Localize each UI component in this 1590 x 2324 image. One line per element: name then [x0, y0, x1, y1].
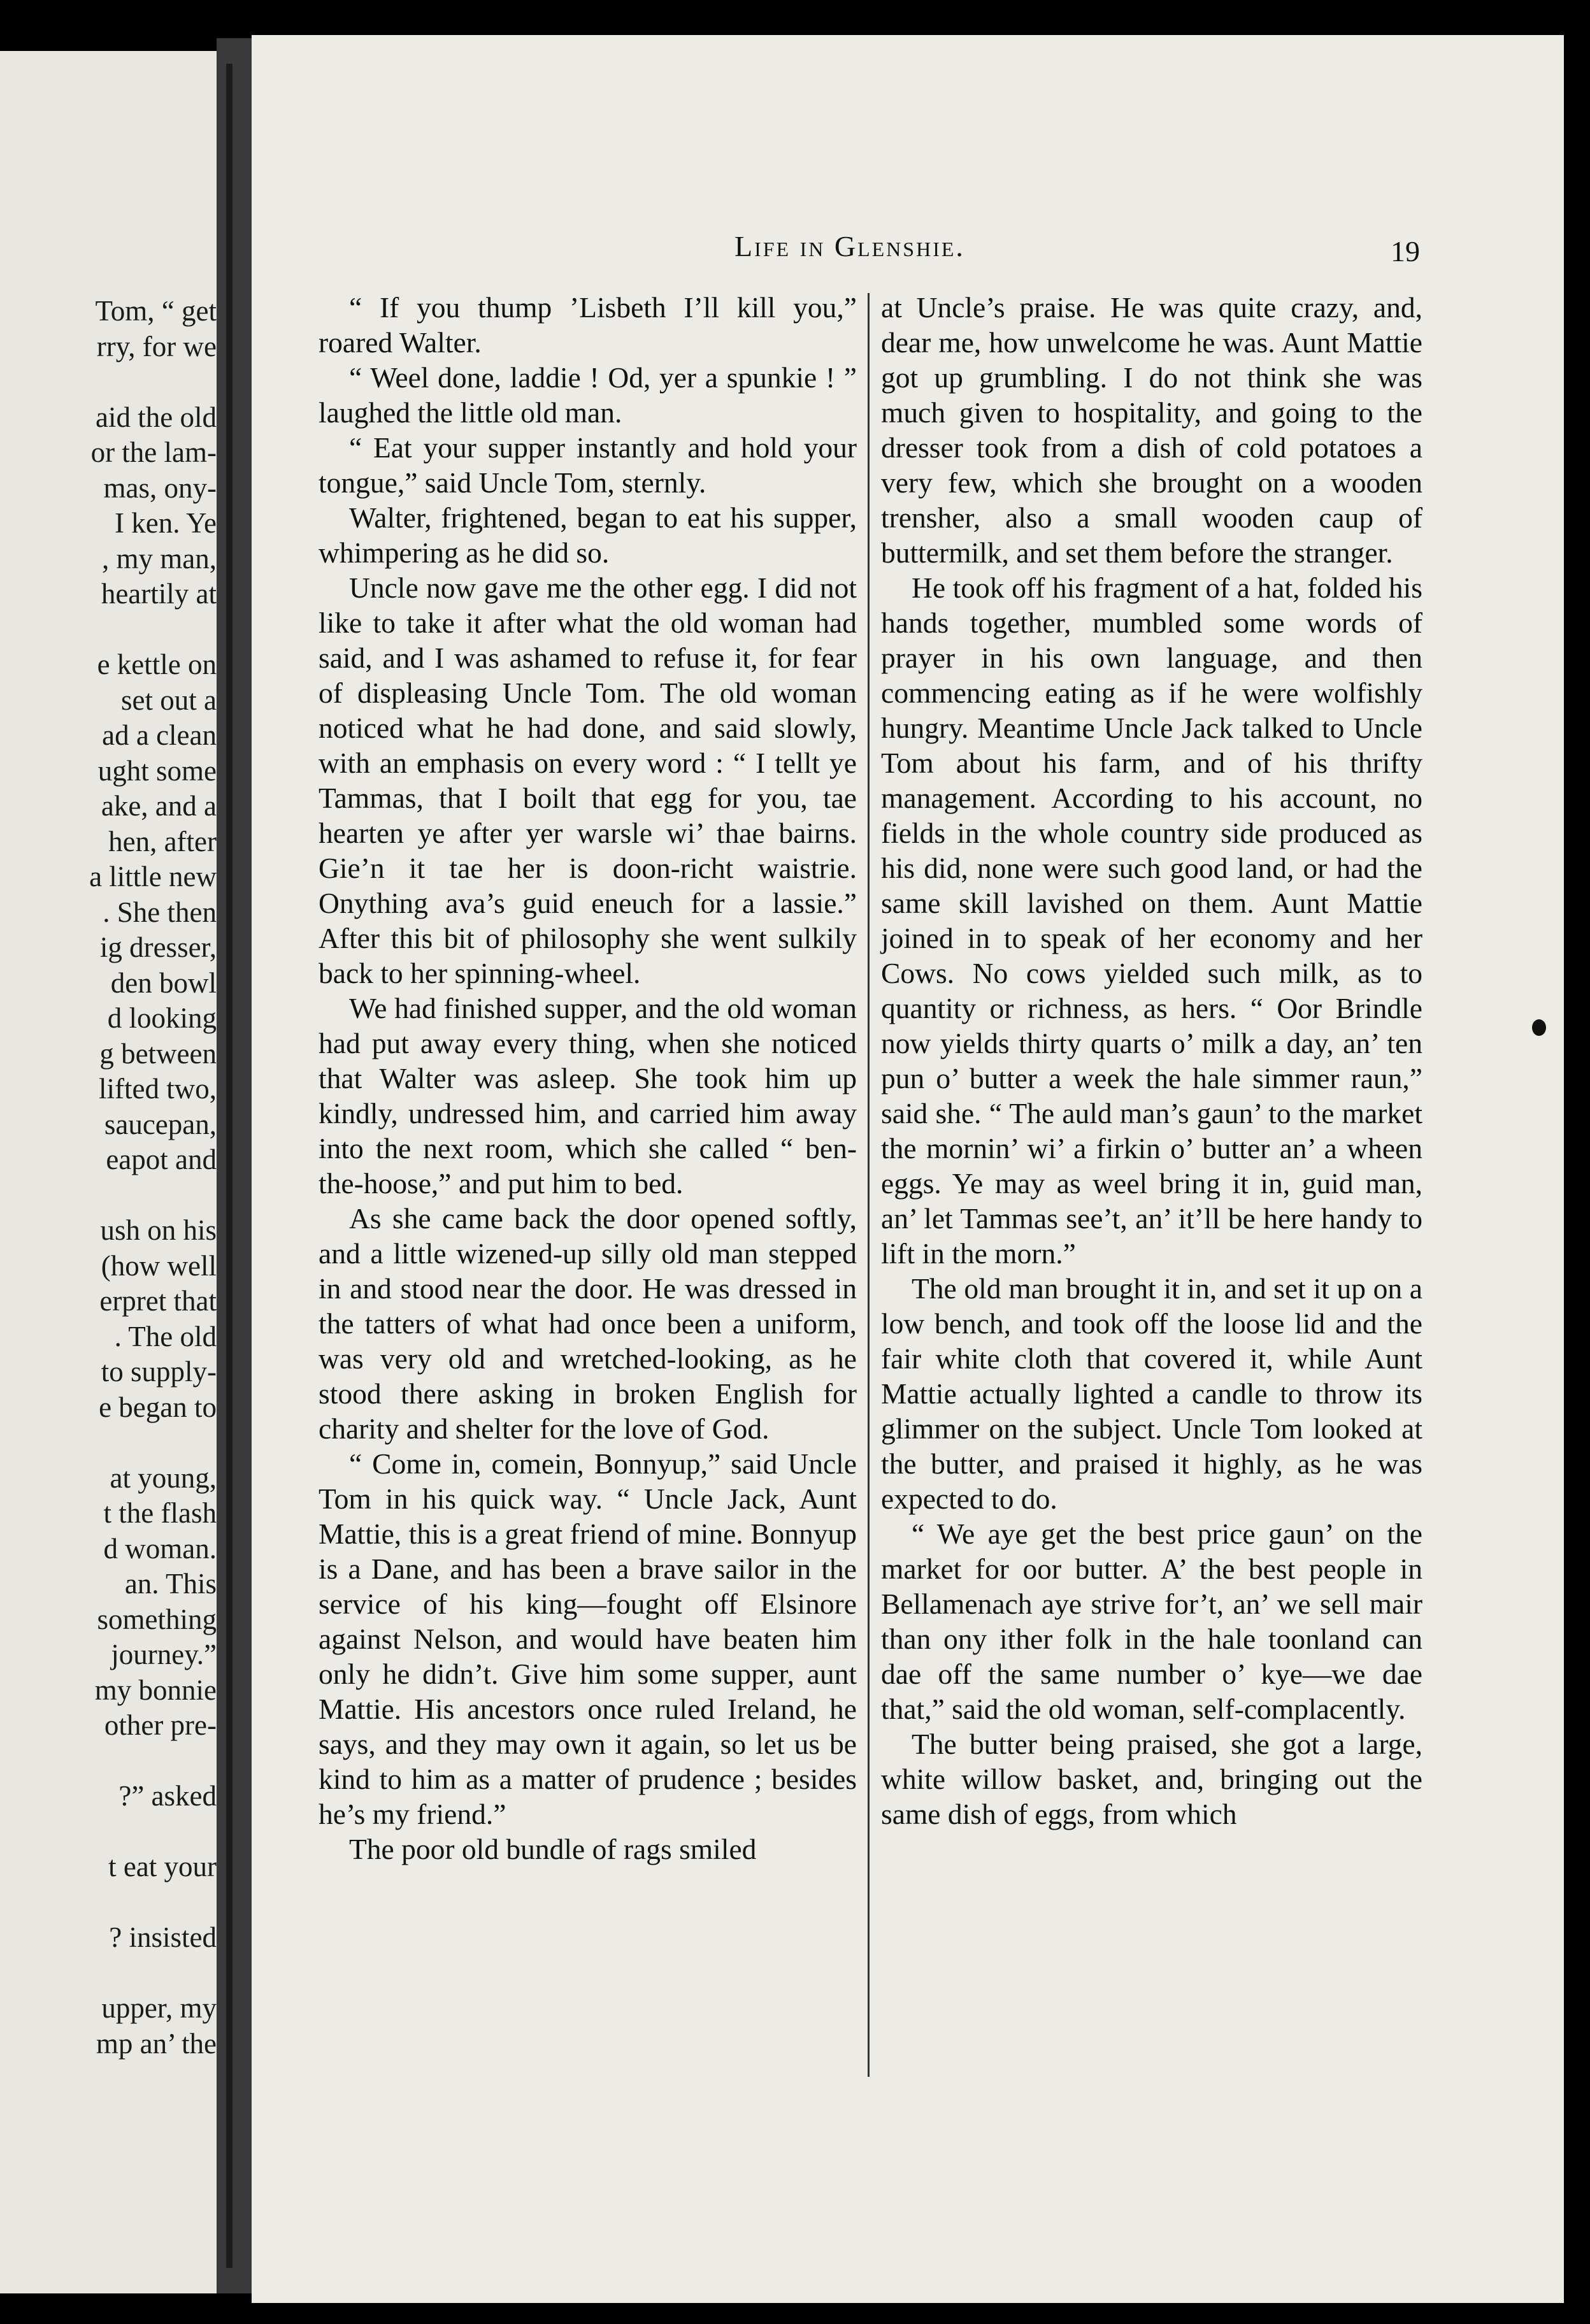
text-column-right: [881, 290, 1422, 1832]
facing-page-line: set out a: [121, 684, 217, 716]
running-header: Life in Glenshie.: [734, 230, 965, 262]
facing-page-line: den bowl: [110, 966, 217, 999]
facing-page-line: something: [97, 1603, 217, 1635]
facing-page-line: or the lam-: [90, 436, 217, 468]
facing-page-line: ?” asked: [118, 1780, 217, 1812]
facing-page-line: mas, ony-: [103, 471, 217, 504]
facing-page-fragment: [0, 51, 217, 2293]
facing-page-line: e kettle on: [97, 649, 217, 680]
facing-page-line: ad a clean: [102, 719, 217, 751]
facing-page-line: aid the old: [96, 401, 217, 433]
page-number: 19: [1391, 235, 1420, 268]
facing-page-line: saucepan,: [104, 1108, 217, 1140]
facing-page-line: I ken. Ye: [114, 507, 217, 539]
facing-page-line: erpret that: [99, 1285, 217, 1317]
paragraph: He took off his fragment of a hat, folded his hands together, mumbled some words of prayer in his own language, and then commencing eating as if he were wolfishly hungry. Meantime Uncle Jack talked to Uncle Tom about his farm, and of his thrifty management. According to his account, no fields in the whole country side produced as his did, none were such good land, or had the same skill lavished on them. Aunt Mattie joined in to speak of her economy and her Cows. No cows yielded such milk, as to quantity or richness, as hers. “ Oor Brindle now yields thirty quarts o’ milk a day, an’ ten pun o’ butter a week the hale simmer raun,” said she. “ The auld man’s gaun’ to the market the mornin’ wi’ a firkin o’ butter an’ a wheen eggs. Ye may as weel bring it in, guid man, an’ let Tammas see’t, an’ it’ll be here handy to lift in the morn.”: [881, 571, 1422, 1270]
paragraph: We had finished supper, and the old woman had put away every thing, when she noticed that Walter was asleep. She took him up kindly, undressed him, and carried him away into the next room, which she called “ ben-the-hoose,” and put him to bed.: [319, 992, 857, 1200]
paragraph: Uncle now gave me the other egg. I did not like to take it after what the old woman had said, and I was ashamed to refuse it, for fear of displeasing Uncle Tom. The old woman noticed what he had done, and said slowly, with an emphasis on every word : “ I tellt ye Tammas, that I boilt that egg for you, tae hearten ye after yer warsle wi’ thae bairns. Gie’n it tae her is doon-richt waistrie. Onything ava’s guid eneuch for a lassie.” After this bit of philosophy she went sulkily back to her spinning-wheel.: [319, 571, 857, 989]
facing-page-line: . She then: [103, 896, 217, 928]
paragraph: The butter being praised, she got a large, white willow basket, and, bringing out the same dish of eggs, from which: [881, 1728, 1422, 1830]
facing-page-line: heartily at: [101, 578, 217, 610]
facing-page-line: ake, and a: [101, 790, 217, 822]
facing-page-line: lifted two,: [99, 1073, 217, 1105]
paragraph: “ Eat your supper instantly and hold your tongue,” said Uncle Tom, sternly.: [319, 431, 857, 499]
facing-page-line: to supply-: [101, 1356, 217, 1388]
facing-page-line: my bonnie: [94, 1674, 217, 1706]
facing-page-line: mp an’ the: [96, 2027, 217, 2060]
paragraph: “ If you thump ’Lisbeth I’ll kill you,” roared Walter.: [319, 291, 857, 359]
facing-page-line: an. This: [124, 1568, 217, 1600]
paragraph: at Uncle’s praise. He was quite crazy, and, dear me, how unwelcome he was. Aunt Mattie got up grumbling. I do not think she was much given to hospitality, and going to the dresser took from a dish of cold potatoes a very few, which she brought on a wooden trensher, also a small wooden caup of buttermilk, and set them before the stranger.: [881, 291, 1422, 569]
paragraph: “ Weel done, laddie ! Od, yer a spunkie ! ” laughed the little old man.: [319, 361, 857, 429]
gutter-shadow: [226, 64, 233, 2268]
facing-page-line: rry, for we: [96, 330, 217, 362]
facing-page-line: d woman.: [103, 1532, 217, 1565]
paragraph: The poor old bundle of rags smiled: [349, 1833, 757, 1865]
facing-page-line: d looking: [107, 1002, 217, 1034]
paragraph: “ Come in, comein, Bonnyup,” said Uncle Tom in his quick way. “ Uncle Jack, Aunt Mattie, this is a great friend of mine. Bonnyup is a Dane, and has been a brave sailor in the service of his king—fought off Elsinore against Nelson, and would have beaten him only he didn’t. Give him some supper, aunt Mattie. His ancestors once ruled Ireland, he says, and they may own it again, so let us be kind to him as a matter of prudence ; besides he’s my friend.”: [319, 1447, 857, 1830]
facing-page-line: journey.”: [111, 1639, 217, 1670]
facing-page-line: t eat your: [108, 1851, 217, 1883]
paragraph: Walter, frightened, began to eat his supper, whimpering as he did so.: [319, 501, 857, 569]
facing-page-line: g between: [99, 1037, 217, 1070]
paragraph: As she came back the door opened softly, and a little wizened-up silly old man stepped in and stood near the door. He was dressed in the tatters of what had once been a uniform, was very old and wretched-looking, as he stood there asking in broken English for charity and shelter for the love of God.: [319, 1202, 857, 1445]
facing-page-line: . The old: [114, 1320, 217, 1352]
text-column-left: [319, 290, 857, 1867]
facing-page-line: , my man,: [102, 542, 217, 575]
facing-page-line: upper, my: [101, 1992, 217, 2024]
facing-page-line: ught some: [97, 754, 217, 787]
facing-page-line: at young,: [110, 1461, 217, 1494]
facing-page-line: other pre-: [104, 1709, 217, 1741]
facing-page-line: hen, after: [108, 825, 217, 857]
facing-page-line: eapot and: [106, 1144, 217, 1175]
facing-page-line: a little new: [89, 861, 217, 893]
facing-page-line: Tom, “ get: [95, 295, 217, 327]
facing-page-line: ? insisted: [109, 1921, 217, 1953]
ink-blot: [1532, 1019, 1546, 1036]
paragraph: The old man brought it in, and set it up on a low bench, and took off the loose lid and the fair white cloth that covered it, while Aunt Mattie actually lighted a candle to throw its glimmer on the subject. Uncle Tom looked at the butter, and praised it highly, as he was expected to do.: [881, 1272, 1422, 1515]
facing-page-line: (how well: [101, 1249, 217, 1282]
facing-page-line: ig dresser,: [99, 931, 217, 963]
facing-page-line: e began to: [99, 1391, 217, 1423]
facing-page-line: t the flash: [103, 1497, 217, 1529]
facing-page-line: ush on his: [100, 1214, 217, 1246]
paragraph: “ We aye get the best price gaun’ on the market for oor butter. A’ the best people in Bellamenach aye strive for’t, an’ we sell mair than ony ither folk in the hale toonland can dae off the same number o’ kye—we dae that,” said the old woman, self-complacently.: [881, 1517, 1422, 1725]
column-rule: [868, 293, 870, 2077]
